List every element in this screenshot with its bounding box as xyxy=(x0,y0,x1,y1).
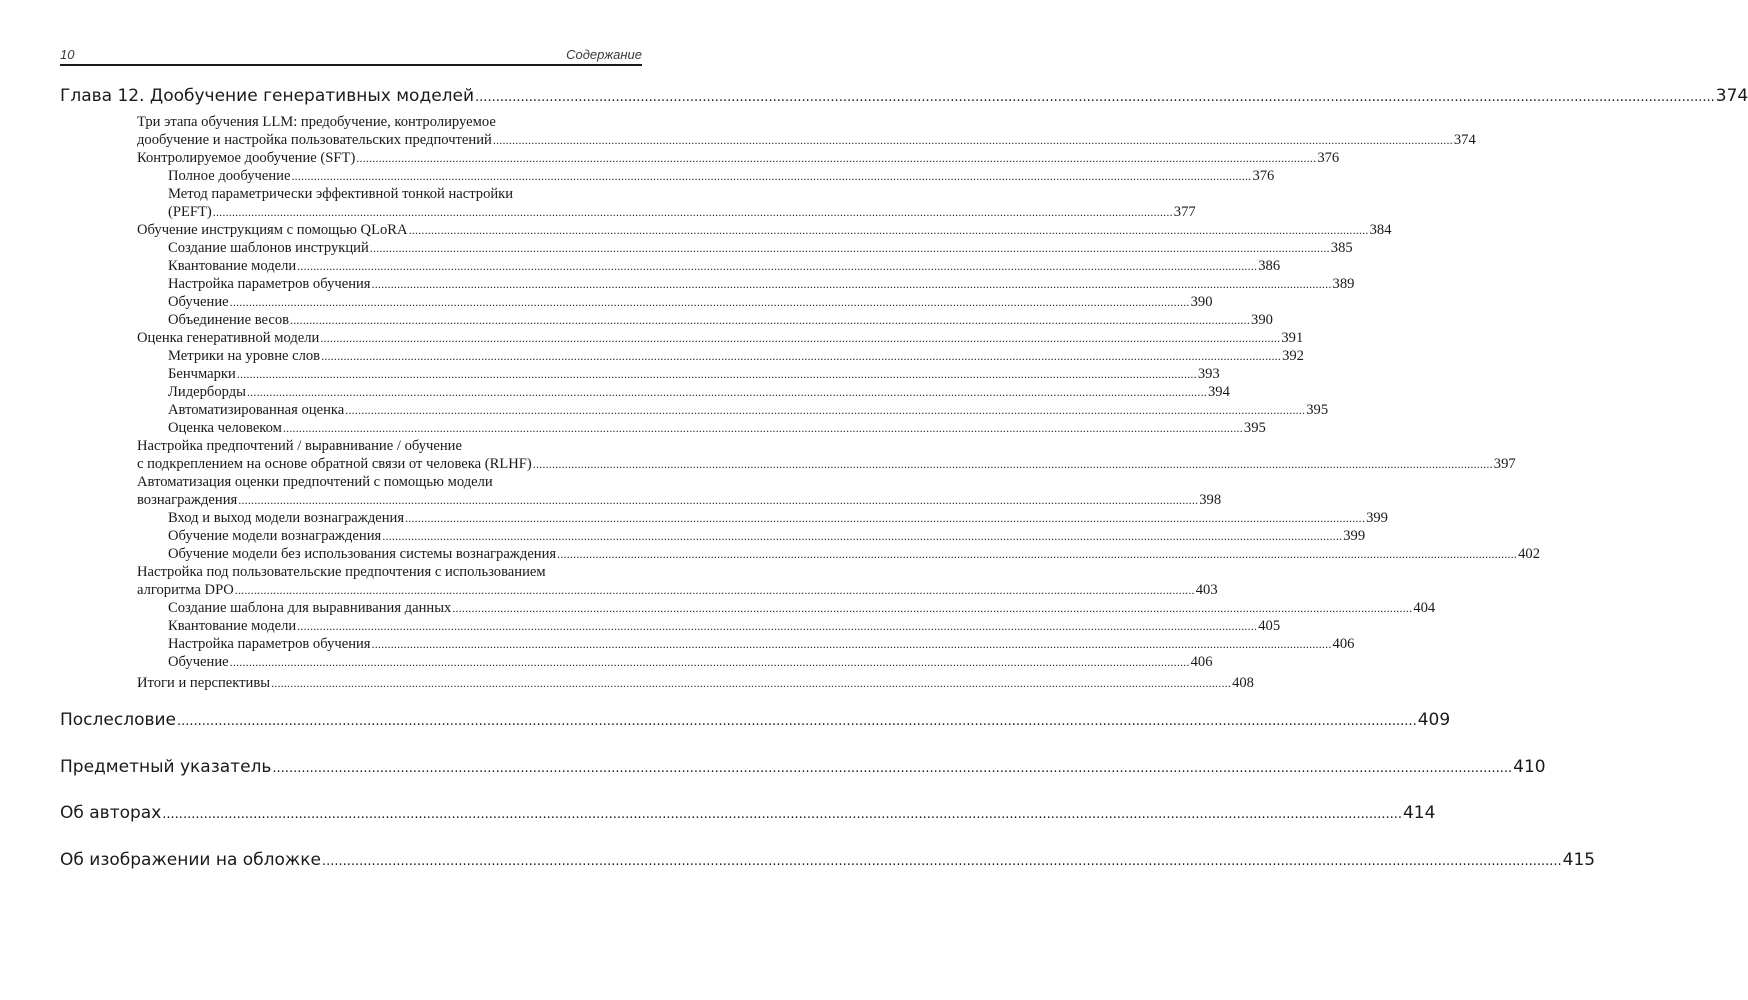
toc-entry-title: Послесловие xyxy=(60,710,176,730)
toc-entry-title: Объединение весов xyxy=(168,312,290,328)
toc-entry[interactable] xyxy=(137,150,1340,167)
toc-entry[interactable] xyxy=(168,312,1273,329)
toc-entry[interactable] xyxy=(137,456,1516,473)
toc-entry-title: Контролируемое дообучение (SFT) xyxy=(137,150,356,166)
leader-dots: ............................................................................................................................................................................................................................................................................................................ xyxy=(238,493,1199,507)
toc-entry[interactable] xyxy=(137,582,1218,599)
toc-entry-page: 399 xyxy=(1343,528,1366,544)
toc-entry-title: Обучение инструкциям с помощью QLoRA xyxy=(137,222,408,238)
toc-entry-page: 397 xyxy=(1493,456,1516,472)
leader-dots: ............................................................................................................................................................................................................................................................................................................ xyxy=(452,601,1413,615)
toc-entry-page: 390 xyxy=(1251,312,1273,328)
leader-dots: ............................................................................................................................................................................................................................................................................................................ xyxy=(321,854,1562,869)
toc-entry-title: Настройка параметров обучения xyxy=(168,636,371,652)
leader-dots: ............................................................................................................................................................................................................................................................................................................ xyxy=(321,349,1282,363)
toc-entry-title: Вход и выход модели вознаграждения xyxy=(168,510,405,526)
toc-entry-title: с подкреплением на основе обратной связи от человека (RLHF) xyxy=(137,456,532,472)
toc-entry-title: алгоритма DPO xyxy=(137,582,234,598)
leader-dots: ............................................................................................................................................................................................................................................................................................................ xyxy=(382,529,1343,543)
leader-dots: ............................................................................................................................................................................................................................................................................................................ xyxy=(320,331,1281,345)
leader-dots: ............................................................................................................................................................................................................................................................................................................ xyxy=(532,457,1493,471)
running-header xyxy=(60,44,642,66)
leader-dots: ............................................................................................................................................................................................................................................................................................................ xyxy=(282,421,1243,435)
leader-dots: ............................................................................................................................................................................................................................................................................................................ xyxy=(297,259,1258,273)
toc-entry[interactable] xyxy=(168,528,1366,545)
toc-entry-line: Настройка под пользовательские предпочтения с использованием xyxy=(137,564,546,580)
toc-entry-line: Метод параметрически эффективной тонкой настройки xyxy=(168,186,514,202)
toc-entry-page: 390 xyxy=(1190,294,1213,310)
toc-entry-line: Автоматизация оценки предпочтений с помощью модели xyxy=(137,474,493,490)
toc-entry[interactable] xyxy=(168,636,1355,653)
leader-dots: ............................................................................................................................................................................................................................................................................................................ xyxy=(290,313,1251,327)
toc-entry-title: Оценка человеком xyxy=(168,420,282,436)
toc-entry[interactable] xyxy=(168,348,1304,365)
leader-dots: ............................................................................................................................................................................................................................................................................................................ xyxy=(557,547,1518,561)
toc-entry[interactable] xyxy=(168,168,1275,185)
toc-entry-title: (PEFT) xyxy=(168,204,212,220)
toc-entry-title: Полное дообучение xyxy=(168,168,291,184)
toc-entry-title: Итоги и перспективы xyxy=(137,675,271,691)
toc-entry-title: Создание шаблона для выравнивания данных xyxy=(168,600,452,616)
toc-entry[interactable] xyxy=(137,330,1304,347)
toc-entry-page: 406 xyxy=(1190,654,1213,670)
chapter-page: 374 xyxy=(1715,86,1748,106)
toc-entry[interactable] xyxy=(168,384,1230,401)
page-number: 10 xyxy=(60,47,75,62)
leader-dots: ............................................................................................................................................................................................................................................................................................................ xyxy=(371,637,1332,651)
leader-dots: ............................................................................................................................................................................................................................................................................................................ xyxy=(271,676,1232,690)
leader-dots: ............................................................................................................................................................................................................................................................................................................ xyxy=(345,403,1306,417)
toc-entry-title: Бенчмарки xyxy=(168,366,236,382)
toc-entry-title: дообучение и настройка пользовательских предпочтений xyxy=(137,132,492,148)
leader-dots: ............................................................................................................................................................................................................................................................................................................ xyxy=(236,367,1197,381)
leader-dots: ............................................................................................................................................................................................................................................................................................................ xyxy=(177,714,1417,729)
toc-entry-page: 399 xyxy=(1366,510,1388,526)
toc-entry-page: 395 xyxy=(1306,402,1329,418)
toc-entry-page: 403 xyxy=(1195,582,1218,598)
toc-entry-page: 404 xyxy=(1413,600,1436,616)
toc-entry-page: 386 xyxy=(1258,258,1281,274)
toc-entry[interactable] xyxy=(168,294,1213,311)
toc-entry[interactable] xyxy=(168,510,1388,527)
toc-entry-title: Оценка генеративной модели xyxy=(137,330,320,346)
toc-entry-page: 392 xyxy=(1282,348,1304,364)
toc-entry-title: Метрики на уровне слов xyxy=(168,348,321,364)
toc-entry[interactable] xyxy=(168,402,1329,419)
toc-entry[interactable] xyxy=(137,132,1476,149)
toc-entry-page: 376 xyxy=(1317,150,1340,166)
leader-dots: ............................................................................................................................................................................................................................................................................................................ xyxy=(369,241,1330,255)
toc-entry-page: 414 xyxy=(1402,803,1436,823)
toc-back-matter-item[interactable] xyxy=(60,850,1596,870)
leader-dots: ............................................................................................................................................................................................................................................................................................................ xyxy=(371,277,1332,291)
toc-entry-page: 406 xyxy=(1332,636,1355,652)
toc-entry-line: Три этапа обучения LLM: предобучение, контролируемое xyxy=(137,114,496,130)
running-section-title: Содержание xyxy=(566,47,642,62)
toc-entry-title: Настройка параметров обучения xyxy=(168,276,371,292)
toc-entry-title: Обучение xyxy=(168,654,229,670)
toc-entry-page: 374 xyxy=(1453,132,1476,148)
leader-dots: ............................................................................................................................................................................................................................................................................................................ xyxy=(246,385,1207,399)
leader-dots: ............................................................................................................................................................................................................................................................................................................ xyxy=(297,619,1258,633)
toc-entry-page: 415 xyxy=(1562,850,1596,870)
toc-back-matter-item[interactable] xyxy=(60,757,1546,777)
toc-entry[interactable] xyxy=(168,240,1353,257)
toc-entry[interactable] xyxy=(168,600,1436,617)
leader-dots: ............................................................................................................................................................................................................................................................................................................ xyxy=(212,205,1173,219)
toc-entry[interactable] xyxy=(168,366,1220,383)
toc-entry[interactable] xyxy=(137,675,1254,692)
toc-entry[interactable] xyxy=(168,654,1213,671)
toc-entry-page: 408 xyxy=(1232,675,1254,691)
toc-entry-title: вознаграждения xyxy=(137,492,238,508)
toc-entry-page: 409 xyxy=(1417,710,1451,730)
toc-entry-title: Предметный указатель xyxy=(60,757,272,777)
toc-entry-title: Квантование модели xyxy=(168,258,297,274)
toc-entry-page: 389 xyxy=(1332,276,1355,292)
toc-entry[interactable] xyxy=(168,420,1266,437)
leader-dots: ............................................................................................................................................................................................................................................................................................................ xyxy=(234,583,1195,597)
leader-dots: ............................................................................................................................................................................................................................................................................................................ xyxy=(272,761,1513,776)
leader-dots: ............................................................................................................................................................................................................................................................................................................ xyxy=(408,223,1369,237)
toc-entry-title: Обучение модели вознаграждения xyxy=(168,528,382,544)
toc-entry[interactable] xyxy=(168,258,1281,275)
toc-entry-title: Обучение xyxy=(168,294,229,310)
toc-entry-page: 410 xyxy=(1513,757,1546,777)
toc-entry[interactable] xyxy=(168,276,1355,293)
toc-back-matter-item[interactable] xyxy=(60,803,1436,823)
toc-entry-title: Создание шаблонов инструкций xyxy=(168,240,369,256)
header-rule xyxy=(60,64,642,66)
leader-dots: ............................................................................................................................................................................................................................................................................................................ xyxy=(291,169,1252,183)
leader-dots: ............................................................................................................................................................................................................................................................................................................ xyxy=(162,807,1402,822)
toc-entry-page: 377 xyxy=(1173,204,1196,220)
toc-entry-line: Настройка предпочтений / выравнивание / обучение xyxy=(137,438,462,454)
toc-entry[interactable] xyxy=(168,618,1281,635)
toc-entry-title: Об изображении на обложке xyxy=(60,850,321,870)
toc-entry[interactable] xyxy=(137,492,1222,509)
leader-dots: ............................................................................................................................................................................................................................................................................................................ xyxy=(475,90,1715,105)
leader-dots: ............................................................................................................................................................................................................................................................................................................ xyxy=(405,511,1366,525)
toc-chapter-12[interactable] xyxy=(60,86,1748,106)
toc-entry[interactable] xyxy=(168,204,1196,221)
chapter-title: Глава 12. Дообучение генеративных моделей xyxy=(60,86,475,106)
toc-entry-title: Об авторах xyxy=(60,803,162,823)
toc-entry-page: 398 xyxy=(1199,492,1222,508)
toc-entry[interactable] xyxy=(168,546,1541,563)
leader-dots: ............................................................................................................................................................................................................................................................................................................ xyxy=(356,151,1317,165)
toc-entry-page: 402 xyxy=(1518,546,1541,562)
toc-entry-title: Обучение модели без использования системы вознаграждения xyxy=(168,546,557,562)
toc-entry-page: 393 xyxy=(1197,366,1220,382)
toc-back-matter-item[interactable] xyxy=(60,710,1451,730)
toc-entry-page: 395 xyxy=(1243,420,1266,436)
toc-entry-page: 394 xyxy=(1207,384,1230,400)
toc-entry-page: 405 xyxy=(1258,618,1281,634)
leader-dots: ............................................................................................................................................................................................................................................................................................................ xyxy=(492,133,1453,147)
toc-entry-title: Лидерборды xyxy=(168,384,246,400)
toc-entry-title: Квантование модели xyxy=(168,618,297,634)
toc-entry-page: 376 xyxy=(1252,168,1275,184)
toc-entry-page: 385 xyxy=(1330,240,1353,256)
leader-dots: ............................................................................................................................................................................................................................................................................................................ xyxy=(229,295,1190,309)
leader-dots: ............................................................................................................................................................................................................................................................................................................ xyxy=(229,655,1190,669)
toc-entry[interactable] xyxy=(137,222,1392,239)
toc-entry-title: Автоматизированная оценка xyxy=(168,402,345,418)
toc-entry-page: 391 xyxy=(1281,330,1304,346)
toc-entry-page: 384 xyxy=(1369,222,1392,238)
